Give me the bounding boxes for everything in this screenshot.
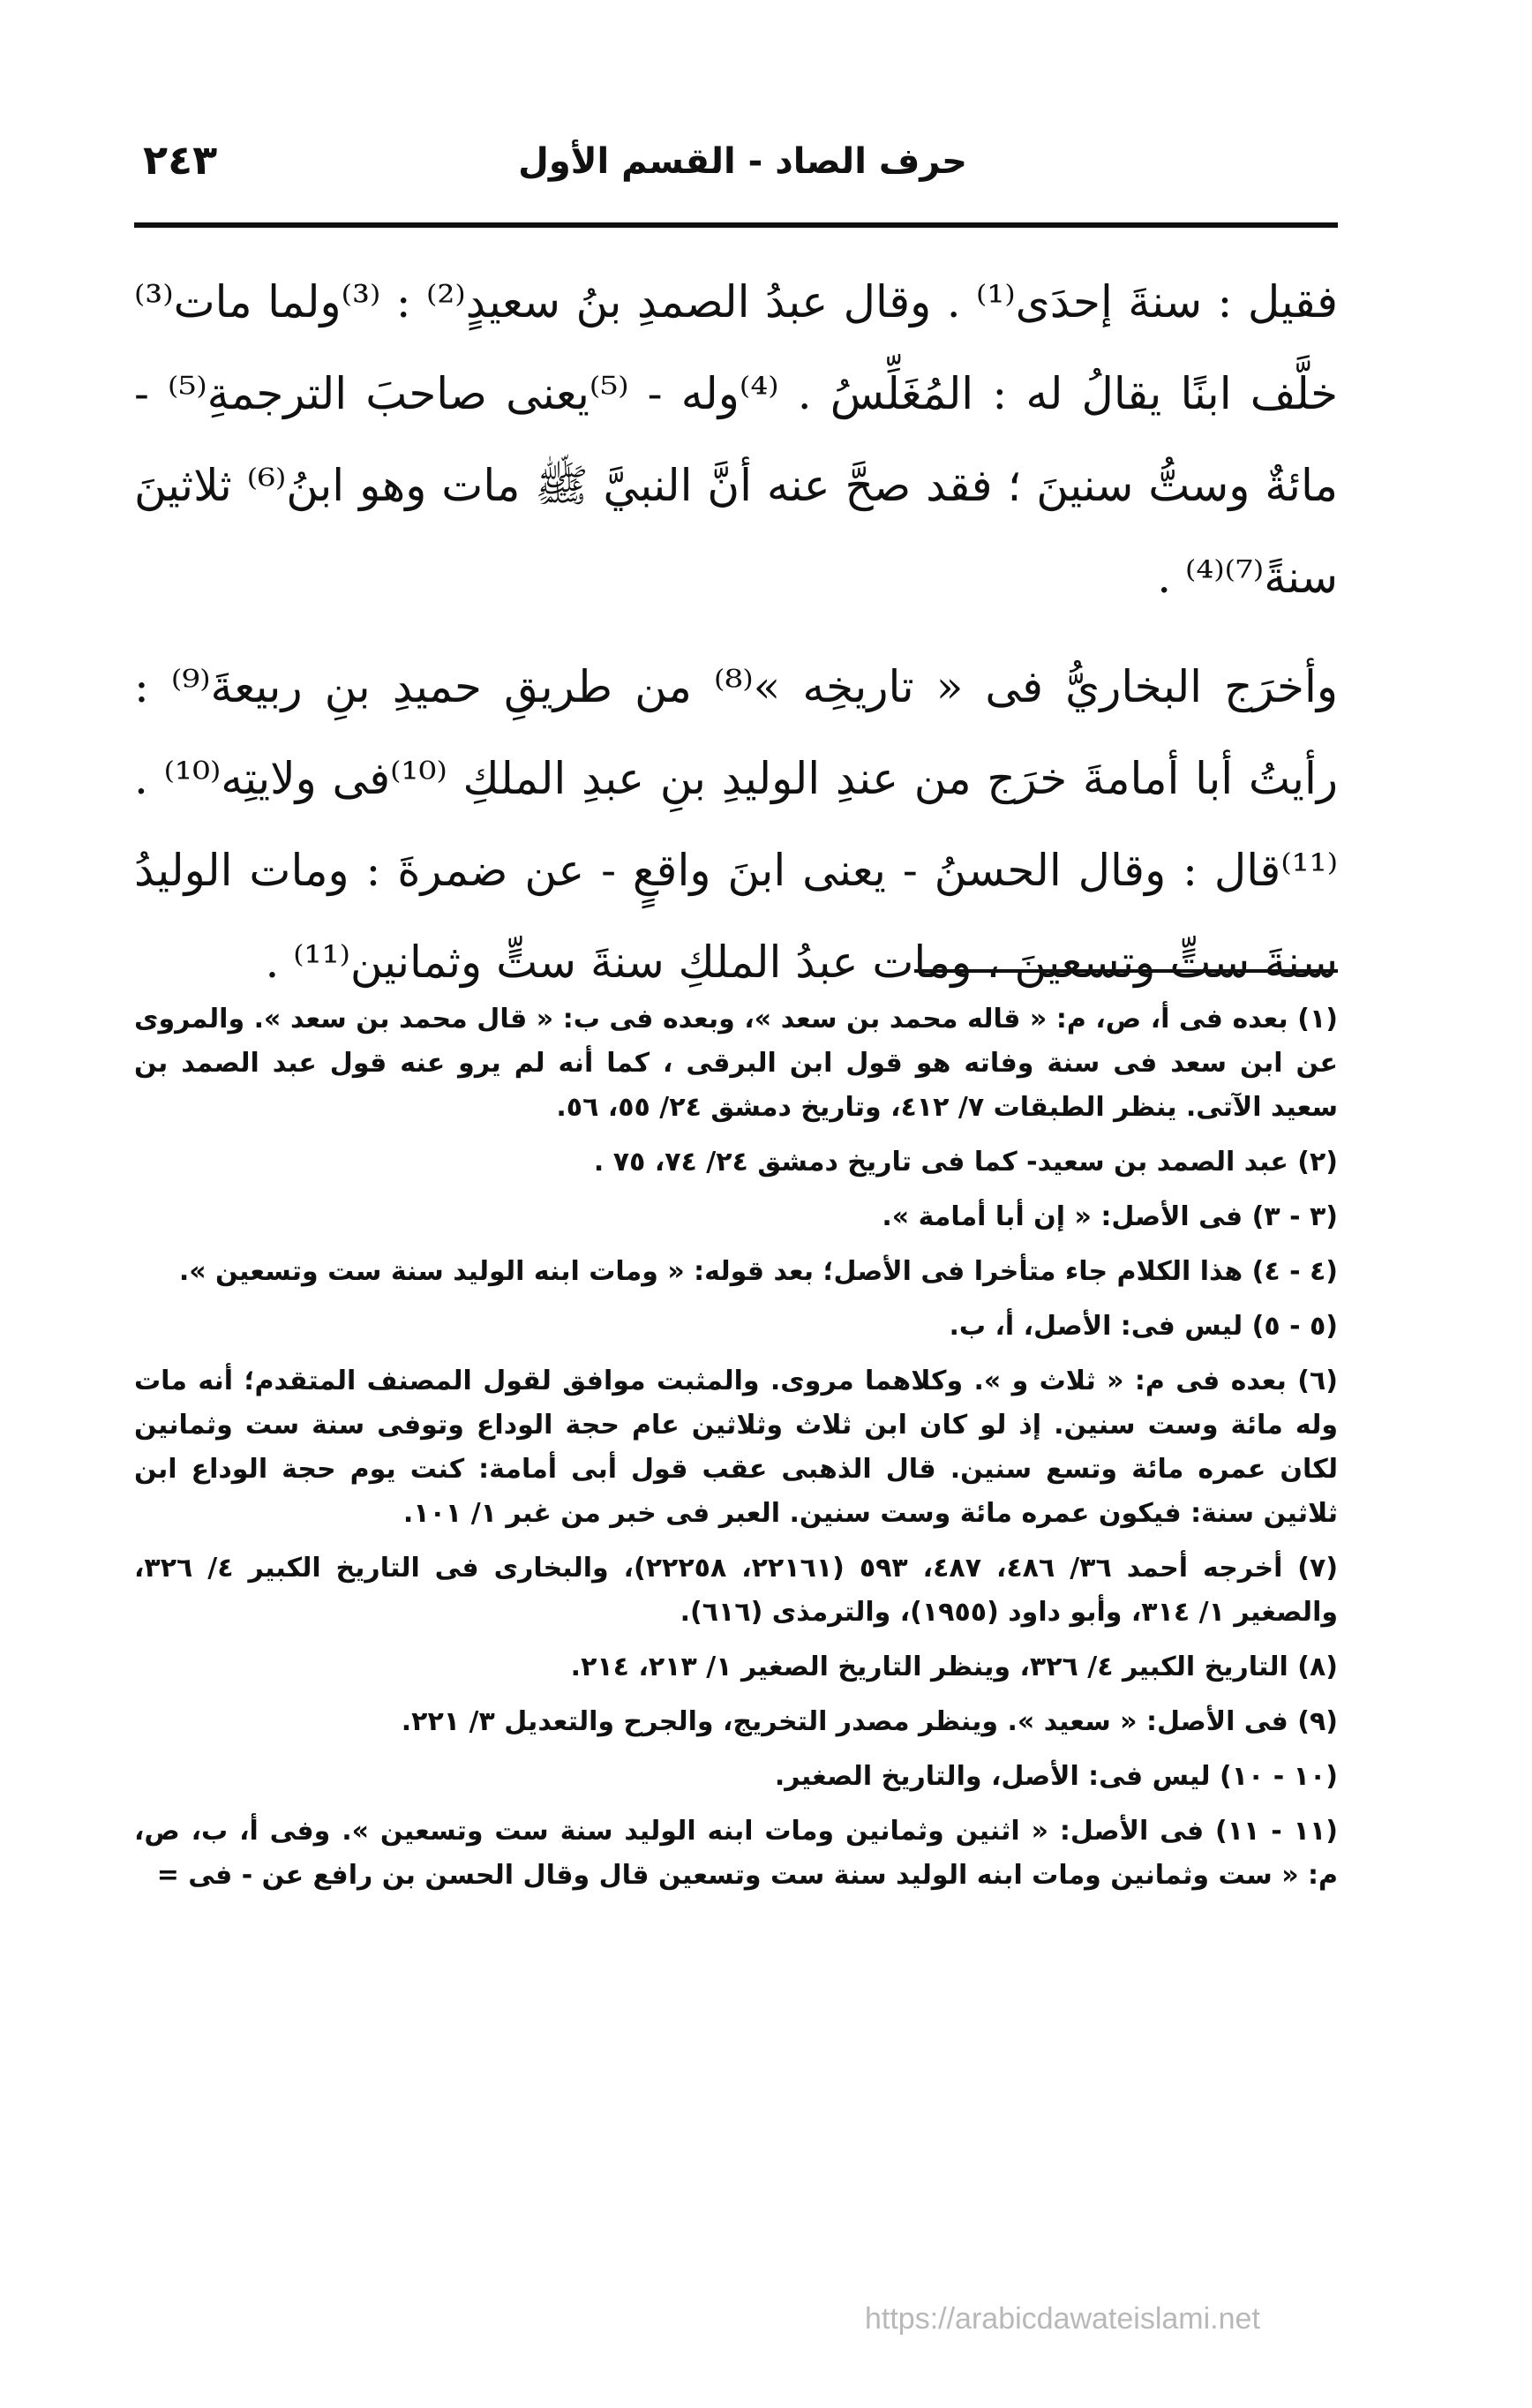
footnote: (١١ - ١١) فى الأصل: « اثنين وثمانين ومات ابنه الوليد سنة ست وتسعين ». وفى أ، ب، ص، م: « ست وثمانين ومات ابنه الوليد سنة ست وتسعين قال وقال الحسن بن رافع عن - فى = [134,1816,1338,1891]
footnote-separator [914,969,1338,973]
main-paragraph: وأخرَج البخاريُّ فى « تاريخِه »⁽⁸⁾ من طريقِ حميدِ بنِ ربيعةَ⁽⁹⁾ : رأيتُ أبا أمامةَ خرَج من عندِ الوليدِ بنِ عبدِ الملكِ ⁽¹⁰⁾فى ولايتِه⁽¹⁰⁾ . ⁽¹¹⁾قال : وقال الحسنُ - يعنى ابنَ واقعٍ - عن ضمرةَ : ومات الوليدُ سنةَ ستٍّ وتسعينَ ، ومات عبدُ الملكِ سنةَ ستٍّ وثمانين⁽¹¹⁾ . [134,661,1338,988]
running-title: حرف الصاد - القسم الأول [518,141,967,182]
main-paragraph: فقيل : سنةَ إحدَى⁽¹⁾ . وقال عبدُ الصمدِ بنُ سعيدٍ⁽²⁾ : ⁽³⁾ولما مات⁽³⁾ خلَّف ابنًا يقالُ له : المُغَلِّسُ . ⁽⁴⁾وله - ⁽⁵⁾يعنى صاحبَ الترجمةِ⁽⁵⁾ - مائةٌ وستُّ سنينَ ؛ فقد صحَّ عنه أنَّ النبيَّ ﷺ مات وهو ابنُ⁽⁶⁾ ثلاثينَ سنةً⁽⁷⁾⁽⁴⁾ . [134,276,1338,603]
footnote: (٨) التاريخ الكبير ٤/ ٣٢٦، وينظر التاريخ الصغير ١/ ٢١٣، ٢١٤. [570,1652,1338,1682]
page-header [134,132,1338,212]
footnote: (٧) أخرجه أحمد ٣٦/ ٤٨٦، ٤٨٧، ٥٩٣ (٢٢١٦١، ٢٢٢٥٨)، والبخارى فى التاريخ الكبير ٤/ ٣٢٦، والصغير ١/ ٣١٤، وأبو داود (١٩٥٥)، والترمذى (٦١٦). [134,1553,1339,1628]
footnote: (٥ - ٥) ليس فى: الأصل، أ، ب. [949,1311,1338,1342]
main-text [134,256,1338,1026]
page-number: ٢٤٣ [143,136,218,184]
footnotes [134,997,1338,1908]
footnote: (٢) عبد الصمد بن سعيد- كما فى تاريخ دمشق ٢٤/ ٧٤، ٧٥ . [593,1147,1338,1178]
header-rule [134,222,1338,228]
footnote: (٩) فى الأصل: « سعيد ». وينظر مصدر التخريج، والجرح والتعديل ٣/ ٢٢١. [401,1706,1338,1737]
footnote: (٣ - ٣) فى الأصل: « إن أبا أمامة ». [882,1201,1338,1232]
footnote: (٦) بعده فى م: « ثلاث و ». وكلاهما مروى. والمثبت موافق لقول المصنف المتقدم؛ أنه مات وله مائة وست سنين. إذ لو كان ابن ثلاث وثلاثين عام حجة الوداع وتوفى سنة ست وثمانين لكان عمره مائة وتسع سنين. قال الذهبى عقب قول أبى أمامة: كنت يوم حجة الوداع ابن ثلاثين سنة: فيكون عمره مائة وست سنين. العبر فى خبر من غبر ١/ ١٠١. [134,1366,1338,1529]
watermark-url: https://arabicdawateislami.net [865,2302,1260,2336]
footnote: (١٠ - ١٠) ليس فى: الأصل، والتاريخ الصغير. [774,1761,1338,1792]
footnote: (١) بعده فى أ، ص، م: « قاله محمد بن سعد »، وبعده فى ب: « قال محمد بن سعد ». والمروى عن ابن سعد فى سنة وفاته هو قول ابن البرقى ، كما أنه لم يرو عنه قول عبد الصمد بن سعيد الآتى. ينظر الطبقات ٧/ ٤١٢، وتاريخ دمشق ٢٤/ ٥٥، ٥٦. [134,1004,1338,1123]
footnote: (٤ - ٤) هذا الكلام جاء متأخرا فى الأصل؛ بعد قوله: « ومات ابنه الوليد سنة ست وتسعين ». [178,1256,1338,1287]
